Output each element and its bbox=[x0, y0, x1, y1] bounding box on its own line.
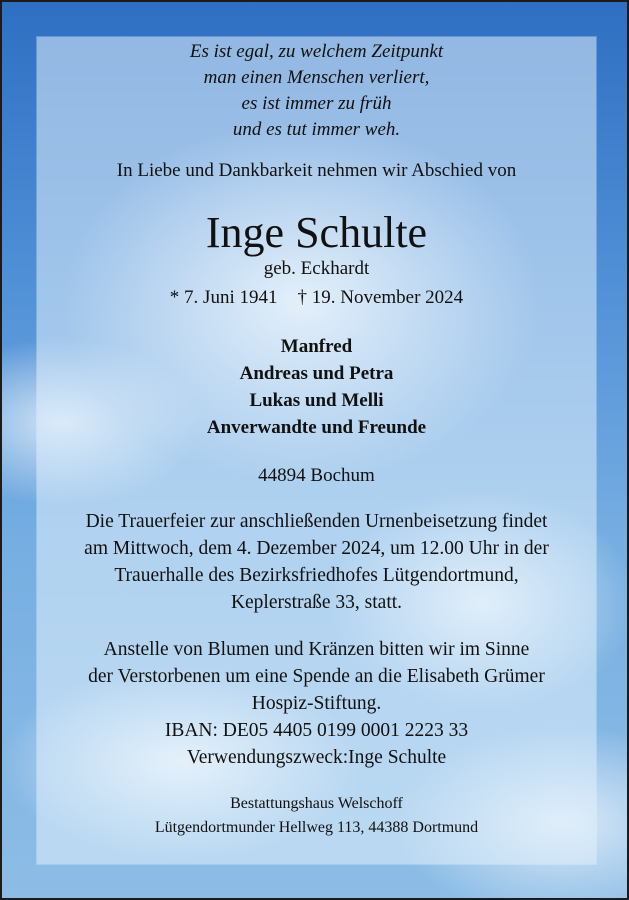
city: 44894 Bochum bbox=[258, 465, 375, 486]
birth-date: * 7. Juni 1941 bbox=[169, 287, 278, 308]
life-dates bbox=[37, 285, 596, 311]
donation-line: Hospiz-Stiftung. bbox=[251, 693, 382, 714]
quote-line: Es ist egal, zu welchem Zeitpunkt bbox=[189, 41, 444, 62]
death-date: † 19. November 2024 bbox=[297, 287, 464, 308]
donation-line: der Verstorbenen um eine Spende an die Elisabeth Grümer bbox=[88, 666, 545, 687]
quote-line: und es tut immer weh. bbox=[232, 119, 401, 140]
farewell-intro: In Liebe und Dankbarkeit nehmen wir Abschied von bbox=[116, 160, 517, 181]
ceremony-details bbox=[37, 508, 596, 616]
iban: IBAN: DE05 4405 0199 0001 2223 33 bbox=[164, 720, 469, 741]
ceremony-line: am Mittwoch, dem 4. Dezember 2024, um 12.00 Uhr in der bbox=[84, 538, 549, 559]
ceremony-line: Keplerstraße 33, statt. bbox=[230, 592, 403, 613]
donation-line: Anstelle von Blumen und Kränzen bitten wir im Sinne bbox=[103, 639, 530, 660]
quote-line: es ist immer zu früh bbox=[241, 93, 392, 114]
mourner-line: Andreas und Petra bbox=[239, 363, 394, 384]
ceremony-line: Die Trauerfeier zur anschließenden Urnenbeisetzung findet bbox=[85, 511, 548, 532]
memorial-quote bbox=[37, 39, 596, 143]
mourner-line: Anverwandte und Freunde bbox=[206, 417, 427, 438]
obituary-content bbox=[37, 37, 596, 840]
mourner-line: Manfred bbox=[280, 336, 353, 357]
quote-line: man einen Menschen verliert, bbox=[203, 67, 430, 88]
funeral-home bbox=[37, 792, 596, 840]
ceremony-line: Trauerhalle des Bezirksfriedhofes Lütgendortmund, bbox=[114, 565, 519, 586]
birth-name: geb. Eckhardt bbox=[263, 258, 370, 279]
funeral-home-address: Lütgendortmunder Hellweg 113, 44388 Dortmund bbox=[154, 819, 479, 836]
payment-reference: Verwendungszweck:Inge Schulte bbox=[186, 747, 447, 768]
mourner-line: Lukas und Melli bbox=[249, 390, 384, 411]
deceased-name: Inge Schulte bbox=[205, 208, 428, 257]
donation-request bbox=[37, 636, 596, 771]
funeral-home-name: Bestattungshaus Welschoff bbox=[230, 795, 403, 812]
mourners-list bbox=[37, 333, 596, 441]
